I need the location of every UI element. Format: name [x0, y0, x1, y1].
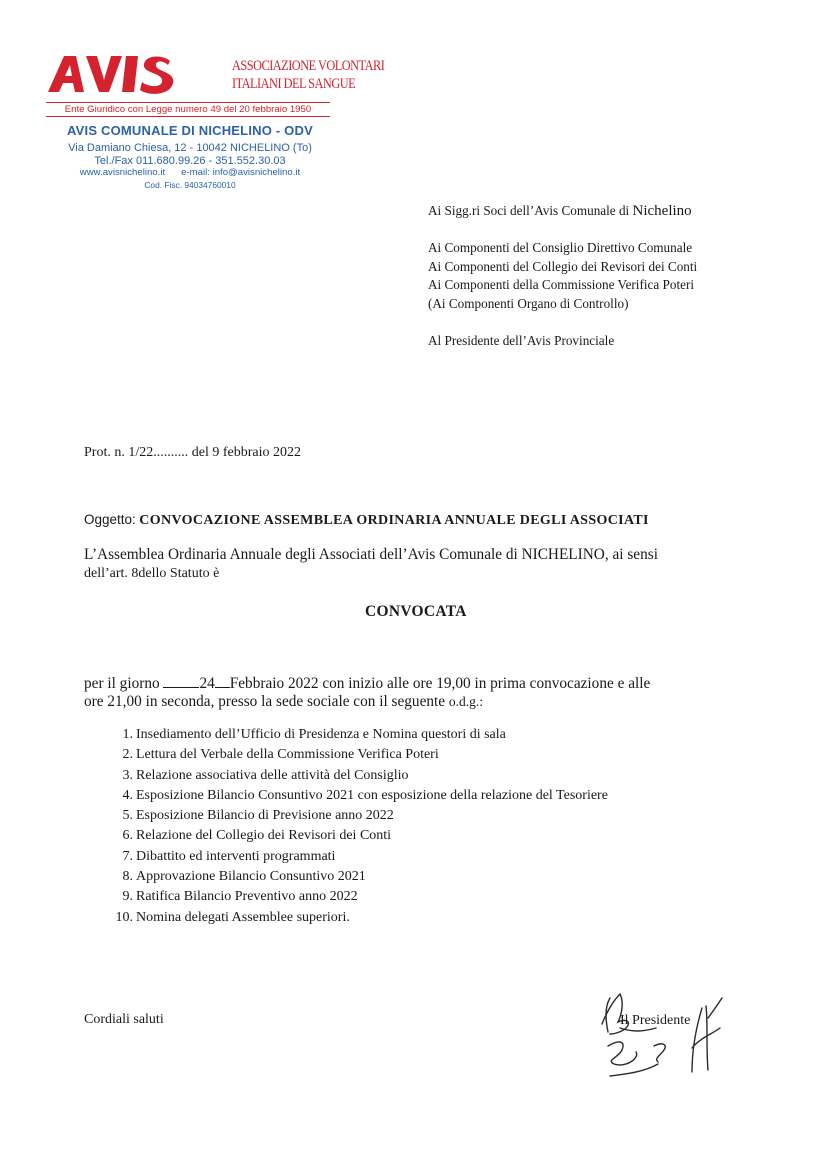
- subject-label: Oggetto:: [84, 512, 136, 527]
- agenda-item: [104, 889, 608, 909]
- legal-note: Ente Giuridico con Legge numero 49 del 20 febbraio 1950: [64, 104, 312, 115]
- agenda-item-text: Lettura del Verbale della Commissione Verifica Poteri: [136, 747, 439, 763]
- recipient-auditors: Ai Componenti del Collegio dei Revisori dei Conti: [428, 259, 698, 274]
- website-link[interactable]: www.avisnichelino.it: [79, 167, 166, 178]
- letterhead: [40, 48, 385, 198]
- agenda-item: [104, 768, 608, 788]
- recipient-members-prefix: Ai Sigg.ri Soci dell’Avis Comunale di: [428, 203, 633, 218]
- odg-label: o.d.g.:: [448, 694, 484, 709]
- agenda-item-text: Approvazione Bilancio Consuntivo 2021: [136, 869, 366, 885]
- agenda-item-number: 6.: [122, 828, 133, 844]
- letterhead-rule-bottom: [46, 116, 330, 117]
- agenda-item-text: Esposizione Bilancio di Previsione anno 2022: [136, 808, 394, 824]
- branch-address: Via Damiano Chiesa, 12 - 10042 NICHELINO (To): [68, 142, 312, 154]
- recipient-board: Ai Componenti del Consiglio Direttivo Comunale: [428, 240, 693, 255]
- agenda-item: [104, 910, 608, 930]
- agenda-item: [104, 849, 608, 869]
- agenda-list: [104, 727, 608, 930]
- agenda-item-number: 10.: [115, 909, 133, 925]
- blank-underline: [163, 673, 199, 688]
- intro-line-2: dell’art. 8dello Statuto è: [84, 566, 220, 581]
- agenda-item-text: Ratifica Bilancio Preventivo anno 2022: [136, 889, 358, 905]
- subject-text: CONVOCAZIONE ASSEMBLEA ORDINARIA ANNUALE DEGLI ASSOCIATI: [139, 513, 649, 528]
- subject-line: [84, 512, 649, 529]
- recipient-members-place: Nichelino: [632, 203, 692, 219]
- meeting-details-line-2: [84, 693, 483, 711]
- agenda-item-text: Relazione del Collegio dei Revisori dei Conti: [136, 828, 392, 844]
- agenda-item-number: 7.: [122, 848, 133, 864]
- agenda-item-number: 8.: [122, 869, 133, 885]
- recipient-provincial-president: Al Presidente dell’Avis Provinciale: [428, 333, 615, 348]
- convocata-heading: CONVOCATA: [365, 603, 467, 620]
- association-name-line-1: ASSOCIAZIONE VOLONTARI: [232, 58, 385, 74]
- agenda-item-number: 4.: [122, 787, 133, 803]
- signature-label: Il Presidente: [620, 1013, 691, 1028]
- agenda-item: [104, 808, 608, 828]
- protocol-line: Prot. n. 1/22.......... del 9 febbraio 2022: [84, 445, 301, 460]
- details-suffix: Febbraio 2022 con inizio alle ore 19,00 in prima convocazione e alle: [229, 675, 651, 692]
- meeting-day: 24: [199, 675, 215, 692]
- agenda-item-number: 9.: [122, 889, 133, 905]
- agenda-item-number: 5.: [122, 808, 133, 824]
- agenda-item-text: Insediamento dell’Ufficio di Presidenza e Nomina questori di sala: [136, 727, 506, 742]
- agenda-item: [104, 747, 608, 767]
- recipient-control-body: (Ai Componenti Organo di Controllo): [428, 296, 629, 311]
- agenda-item: [104, 727, 608, 747]
- details-line-2-text: ore 21,00 in seconda, presso la sede sociale con il seguente: [84, 693, 449, 710]
- closing-greeting: Cordiali saluti: [84, 1012, 164, 1027]
- agenda-item-text: Nomina delegati Assemblee superiori.: [136, 909, 350, 925]
- branch-name: AVIS COMUNALE DI NICHELINO - ODV: [67, 123, 313, 138]
- recipient-commission: Ai Componenti della Commissione Verifica Poteri: [428, 277, 695, 292]
- intro-line-1: L’Assemblea Ordinaria Annuale degli Associati dell’Avis Comunale di NICHELINO, ai sensi: [84, 546, 658, 563]
- branch-phone: Tel./Fax 011.680.99.26 - 351.552.30.03: [94, 155, 286, 167]
- agenda-item: [104, 828, 608, 848]
- tax-code: Cod. Fisc. 94034760010: [144, 180, 236, 190]
- blank-underline: [215, 673, 230, 688]
- agenda-item: [104, 788, 608, 808]
- recipient-members: [428, 203, 692, 220]
- branch-web-contacts: [40, 167, 340, 178]
- email-link[interactable]: e-mail: info@avisnichelino.it: [181, 167, 301, 178]
- agenda-item-text: Dibattito ed interventi programmati: [136, 848, 336, 864]
- agenda-item-number: 3.: [122, 767, 133, 783]
- agenda-item-number: 2.: [122, 747, 133, 763]
- agenda-item-text: Relazione associativa delle attività del Consiglio: [136, 767, 409, 783]
- details-prefix: per il giorno: [84, 675, 164, 692]
- agenda-item: [104, 869, 608, 889]
- association-name-line-2: ITALIANI DEL SANGUE: [232, 76, 356, 92]
- agenda-item-number: 1.: [122, 727, 133, 742]
- meeting-details-line-1: [84, 673, 650, 693]
- handwritten-signature: [596, 988, 736, 1084]
- avis-logo: [46, 52, 224, 94]
- agenda-item-text: Esposizione Bilancio Consuntivo 2021 con esposizione della relazione del Tesoriere: [136, 787, 608, 803]
